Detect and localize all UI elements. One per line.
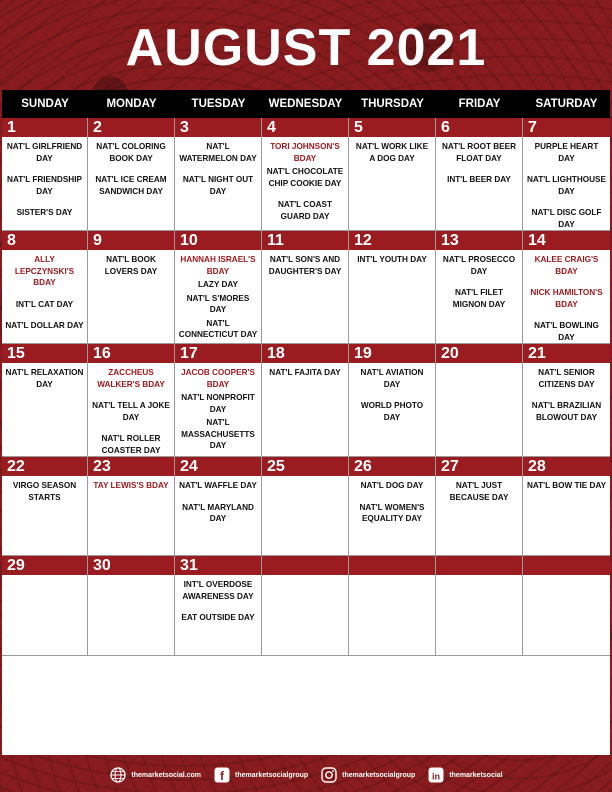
day-number: 7 [523,118,610,137]
facebook-icon [213,766,231,784]
day-cell [88,118,175,231]
day-cell [175,118,262,231]
birthday-event: ZACCHEUS WALKER'S BDAY [97,368,165,389]
day-number: 19 [349,344,435,363]
day-cell [349,118,436,231]
day-cell [2,556,88,655]
day-number: 31 [175,556,261,575]
day-number: 16 [88,344,174,363]
event-list [262,476,348,480]
event-list [262,575,348,579]
globe-icon [109,766,127,784]
day-cell [349,457,436,556]
instagram-text: themarketsocialgroup [342,771,416,779]
day-cell [2,231,88,344]
observance-event: NAT'L COLORING BOOK DAY [96,142,166,163]
observance-event: NAT'L RELAXATION DAY [5,368,84,389]
day-number: 27 [436,457,522,476]
event-list [88,476,174,492]
day-number: 13 [436,231,522,250]
day-number: 1 [2,118,87,137]
day-number: 21 [523,344,610,363]
observance-event: NAT'L WORK LIKE A DOG DAY [355,142,429,163]
event-list [88,250,174,277]
day-number: 30 [88,556,174,575]
day-number: 17 [175,344,261,363]
observance-event: NAT'L AVIATION DAY [360,368,424,389]
event-list [88,575,174,579]
observance-event: NAT'L LIGHTHOUSE DAY [527,175,606,196]
event-list [436,363,522,367]
day-cell [175,344,262,457]
observance-event: NAT'L ROOT BEER FLOAT DAY [442,142,516,163]
day-cell [523,556,610,655]
event-list [436,476,522,503]
facebook-text: themarketsocialgroup [235,771,309,779]
event-list [523,575,610,579]
event-list [175,250,261,341]
observance-event: NAT'L BOWLING DAY [534,321,599,342]
observance-event: NAT'L FAJITA DAY [269,368,341,377]
birthday-event: ALLY LEPCZYNSKI'S BDAY [14,255,75,287]
facebook-link[interactable] [213,766,308,784]
observance-event: VIRGO SEASON STARTS [12,481,77,502]
calendar-title: AUGUST 2021 [125,19,487,77]
day-number: 26 [349,457,435,476]
event-list [88,137,174,197]
observance-event: NAT'L FRIENDSHIP DAY [7,175,82,196]
observance-event: NAT'L ICE CREAM SANDWICH DAY [95,175,167,196]
event-list [262,137,348,222]
observance-event: NAT'L SON'S AND DAUGHTER'S DAY [268,255,342,276]
event-list [2,363,87,390]
day-cell [436,231,523,344]
observance-event: NAT'L BOW TIE DAY [526,481,607,490]
website-text: themarketsocial.com [131,771,202,779]
linkedin-link[interactable] [427,766,502,784]
birthday-event: HANNAH ISRAEL'S BDAY [180,255,256,276]
event-list [349,363,435,423]
observance-event: WORLD PHOTO DAY [360,401,424,422]
observance-event: NAT'L TELL A JOKE DAY [92,401,170,422]
day-number [436,556,522,575]
day-number: 10 [175,231,261,250]
event-list [349,250,435,266]
day-cell [175,556,262,655]
day-number: 28 [523,457,610,476]
event-list [523,137,610,230]
event-list [175,575,261,624]
day-cell [349,231,436,344]
observance-event: NAT'L COAST GUARD DAY [278,200,332,221]
day-cell [88,344,175,457]
observance-event: NAT'L WOMEN'S EQUALITY DAY [359,502,425,523]
observance-event: NAT'L BOOK LOVERS DAY [104,255,158,276]
birthday-event: JACOB COOPER'S BDAY [181,368,255,389]
day-number: 6 [436,118,522,137]
event-list [2,575,87,579]
linkedin-icon [427,766,445,784]
event-list [436,250,522,310]
observance-event: NAT'L SENIOR CITIZENS DAY [538,368,595,389]
linkedin-text: themarketsocial [449,771,503,779]
day-number: 15 [2,344,87,363]
observance-event: NAT'L BRAZILIAN BLOWOUT DAY [531,401,602,422]
event-list [436,137,522,186]
event-list [175,137,261,197]
day-cell [262,457,349,556]
day-cell [175,231,262,344]
day-of-week-header: SATURDAY [523,90,610,118]
event-list [175,363,261,452]
observance-event: INT'L CAT DAY [15,299,74,309]
day-cell [436,457,523,556]
observance-event: NAT'L PROSECCO DAY [442,255,516,276]
day-cell [349,344,436,457]
day-cell [523,344,610,457]
day-cell [175,457,262,556]
day-cell [523,457,610,556]
event-list [262,250,348,277]
observance-event: EAT OUTSIDE DAY [181,613,255,623]
event-list [2,476,87,503]
day-number: 25 [262,457,348,476]
observance-event: NAT'L ROLLER COASTER DAY [101,434,161,455]
day-cell [262,231,349,344]
day-cell [2,344,88,457]
observance-event: NAT'L WAFFLE DAY [179,481,257,490]
observance-event: INT'L YOUTH DAY [357,255,427,264]
day-of-week-header: THURSDAY [349,90,436,118]
day-cell [2,457,88,556]
day-number: 18 [262,344,348,363]
day-cell [88,556,175,655]
observance-event: NAT'L S'MORES DAY [186,293,250,314]
day-of-week-header: MONDAY [88,90,175,118]
instagram-icon [320,766,338,784]
day-number: 14 [523,231,610,250]
day-cell [262,118,349,231]
day-number: 2 [88,118,174,137]
day-number: 5 [349,118,435,137]
day-cell [88,231,175,344]
day-cell [262,344,349,457]
day-cell [523,118,610,231]
day-of-week-header: FRIDAY [436,90,523,118]
observance-event: INT'L OVERDOSE AWARENESS DAY [182,580,254,601]
day-number [262,556,348,575]
observance-event: NAT'L WATERMELON DAY [179,142,257,163]
event-list [88,363,174,456]
event-list [436,575,522,579]
day-number: 3 [175,118,261,137]
observance-event: NAT'L CHOCOLATE CHIP COOKIE DAY [266,167,344,188]
observance-event: NAT'L DOG DAY [360,481,424,490]
event-list [349,476,435,525]
observance-event: PURPLE HEART DAY [534,142,599,163]
day-of-week-header: TUESDAY [175,90,262,118]
day-number: 20 [436,344,522,363]
observance-event: NAT'L GIRLFRIEND DAY [6,142,83,163]
event-list [262,363,348,379]
day-cell [349,556,436,655]
observance-event: NAT'L FILET MIGNON DAY [452,288,506,309]
day-cell [436,556,523,655]
instagram-link[interactable] [320,766,415,784]
svg-text:in: in [432,771,441,782]
day-number: 22 [2,457,87,476]
observance-event: NAT'L MARYLAND DAY [182,502,254,523]
day-number: 29 [2,556,87,575]
calendar-grid [2,90,610,755]
day-number: 12 [349,231,435,250]
day-of-week-header: WEDNESDAY [262,90,349,118]
day-number: 23 [88,457,174,476]
event-list [349,575,435,579]
observance-event: NAT'L MASSACHUSETTS DAY [181,418,255,450]
observance-event: NAT'L DISC GOLF DAY [531,208,602,229]
observance-event: NAT'L DOLLAR DAY [5,321,84,330]
event-list [175,476,261,525]
svg-text:f: f [220,769,225,783]
event-list [523,250,610,343]
day-number: 24 [175,457,261,476]
day-cell [2,118,88,231]
day-cell [262,556,349,655]
event-list [523,476,610,492]
day-cell [523,231,610,344]
event-list [2,137,87,219]
observance-event: LAZY DAY [197,280,239,289]
birthday-event: NICK HAMILTON'S BDAY [530,288,603,309]
event-list [2,250,87,332]
day-of-week-header: SUNDAY [2,90,88,118]
birthday-event: TAY LEWIS'S BDAY [93,481,169,490]
birthday-event: TORI JOHNSON'S BDAY [270,142,340,163]
day-number [523,556,610,575]
website-link[interactable] [109,766,201,784]
day-number: 4 [262,118,348,137]
day-number [349,556,435,575]
event-list [349,137,435,164]
observance-event: NAT'L JUST BECAUSE DAY [449,481,509,502]
day-cell [436,344,523,457]
observance-event: INT'L BEER DAY [447,175,511,184]
observance-event: NAT'L NONPROFIT DAY [181,393,255,414]
birthday-event: KALEE CRAIG'S BDAY [534,255,599,276]
day-number: 9 [88,231,174,250]
footer-social-bar [0,762,612,788]
day-cell [88,457,175,556]
day-number: 11 [262,231,348,250]
event-list [523,363,610,423]
observance-event: NAT'L NIGHT OUT DAY [182,175,254,196]
day-cell [436,118,523,231]
observance-event: SISTER'S DAY [16,208,73,217]
day-number: 8 [2,231,87,250]
observance-event: NAT'L CONNECTICUT DAY [178,318,258,339]
